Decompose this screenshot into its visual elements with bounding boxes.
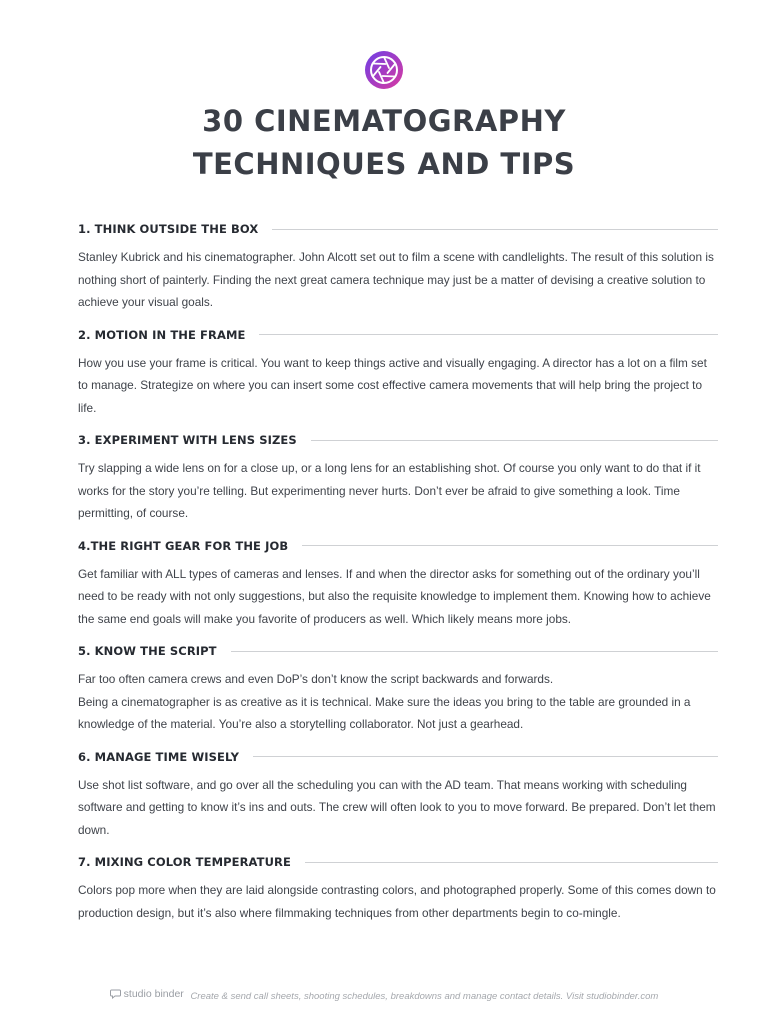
section-divider (311, 440, 718, 441)
speech-bubble-logo-icon (110, 989, 121, 999)
tip-section-7 (78, 849, 718, 924)
section-paragraph: Stanley Kubrick and his cinematographer. John Alcott set out to film a scene with candlelights. The result of this solution is nothing short of painterly. Finding the next great camera technique may just be a matter of devising a creative solution to achieve your visual goals. (78, 250, 714, 309)
page-footer (0, 988, 768, 1002)
section-body (78, 774, 718, 842)
tip-section-4 (78, 533, 718, 631)
section-heading: 4.THE RIGHT GEAR FOR THE JOB (78, 538, 289, 553)
section-paragraph: Use shot list software, and go over all the scheduling you can with the AD team. That means working with scheduling software and getting to know it’s ins and outs. The crew will often look to you to move forward. Be prepared. Don’t let them down. (78, 777, 716, 837)
section-header (78, 427, 718, 453)
section-header (78, 638, 718, 664)
tip-section-1 (78, 216, 718, 314)
section-divider (272, 229, 718, 230)
section-heading: 1. THINK OUTSIDE THE BOX (78, 222, 259, 236)
tip-section-3 (78, 427, 718, 525)
section-heading: 2. MOTION IN THE FRAME (78, 327, 246, 342)
section-paragraph: Far too often camera crews and even DoP’s don’t know the script backwards and forwards. (78, 672, 554, 686)
section-body (78, 246, 718, 314)
title-line-2: TECHNIQUES AND TIPS (192, 147, 576, 181)
section-paragraph: Get familiar with ALL types of cameras and lenses. If and when the director asks for something out of the ordinary you’ll need to be ready with not only suggestions, but also the requisite knowledge to implement them. Knowing how to achieve the same end goals will make you favorite of producers as well. Which likely means more jobs. (78, 566, 711, 626)
section-header (78, 322, 718, 348)
section-body (78, 668, 718, 736)
tip-section-6 (78, 744, 718, 842)
section-body (78, 563, 718, 631)
section-divider (305, 862, 718, 863)
footer-brand-name: studio binder (123, 988, 184, 1000)
footer-brand[interactable] (110, 988, 184, 1000)
page-title (0, 100, 768, 186)
tip-section-2 (78, 322, 718, 420)
section-heading: 7. MIXING COLOR TEMPERATURE (78, 855, 291, 869)
tips-list (78, 216, 718, 924)
section-divider (253, 756, 718, 757)
section-body (78, 879, 718, 924)
section-heading: 5. KNOW THE SCRIPT (78, 644, 217, 658)
section-heading: 6. MANAGE TIME WISELY (78, 749, 240, 764)
section-header (78, 849, 718, 875)
section-divider (231, 651, 718, 652)
section-paragraph: How you use your frame is critical. You want to keep things active and visually engaging. A director has a lot on a film set to manage. Strategize on where you can insert some cost effective camera movements that will help bring the project to life. (78, 355, 707, 415)
section-header (78, 744, 718, 770)
section-paragraph: Colors pop more when they are laid alongside contrasting colors, and photographed properly. Some of this comes down to production design, but it’s also where filmmaking techniques from other departments begin to co-mingle. (78, 883, 716, 920)
section-paragraph: Try slapping a wide lens on for a close up, or a long lens for an establishing shot. Of course you only want to do that if it works for the story you’re telling. But experimenting never hurts. Don’t ever be afraid to give something a look. Time permitting, of course. (78, 461, 701, 520)
tip-section-5 (78, 638, 718, 736)
section-paragraph: Being a cinematographer is as creative as it is technical. Make sure the ideas you bring to the table are grounded in a knowledge of the material. You’re also a storytelling collaborator. Not just a gearhead. (78, 694, 691, 731)
aperture-logo-icon (364, 50, 404, 90)
section-divider (259, 334, 718, 335)
section-header (78, 216, 718, 242)
section-header (78, 533, 718, 559)
footer-tagline[interactable]: Create & send call sheets, shooting schedules, breakdowns and manage contact details. Visit studiobinder.com (190, 991, 659, 1002)
section-heading: 3. EXPERIMENT WITH LENS SIZES (78, 433, 297, 447)
section-divider (302, 545, 718, 546)
section-body (78, 352, 718, 420)
section-body (78, 457, 718, 525)
title-line-1: 30 CINEMATOGRAPHY (202, 104, 566, 138)
